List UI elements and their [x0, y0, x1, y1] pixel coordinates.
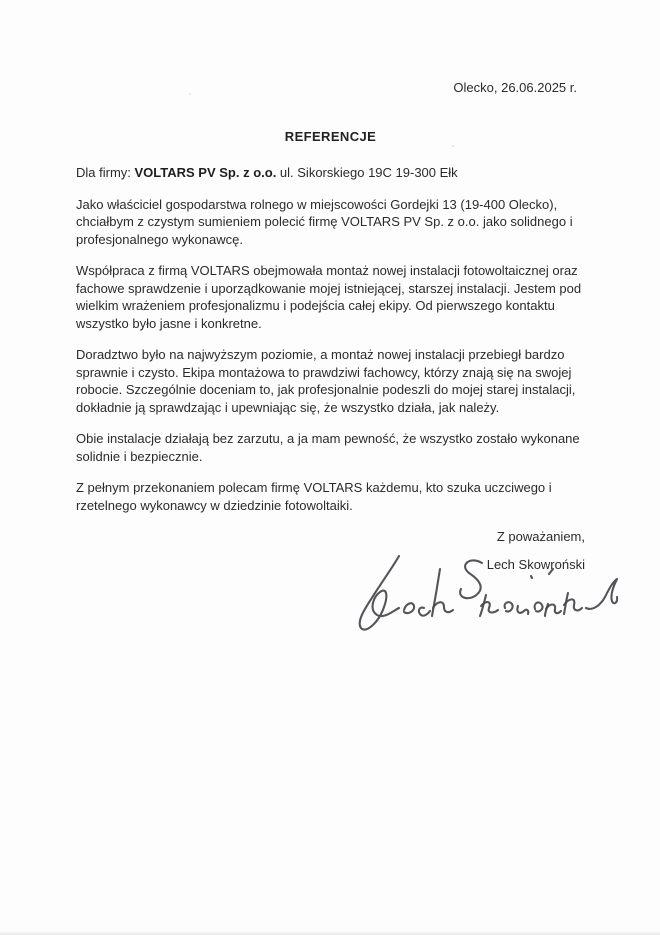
- recipient-prefix: Dla firmy:: [76, 165, 135, 180]
- scan-artifact-speck: [452, 145, 454, 147]
- recipient-company-name: VOLTARS PV Sp. z o.o.: [134, 165, 277, 180]
- recipient-address: ul. Sikorskiego 19C 19-300 Ełk: [276, 165, 458, 180]
- body-paragraph-1: Jako właściciel gospodarstwa rolnego w miejscowości Gordejki 13 (19-400 Olecko), chciałbym z czystym sumieniem polecić firmę VOLTARS PV Sp. z o.o. jako solidnego i profesjonalnego wykonawcę.: [76, 196, 573, 247]
- signatory-name: Lech Skowroński: [486, 556, 585, 572]
- date-line: Olecko, 26.06.2025 r.: [453, 80, 577, 95]
- letter-title: REFERENCJE: [284, 128, 377, 144]
- body-paragraph-5: Z pełnym przekonaniem polecam firmę VOLTARS każdemu, kto szuka uczciwego i rzetelnego wykonawcy w dziedzinie fotowoltaiki.: [76, 480, 552, 513]
- body-paragraph-4: Obie instalacje działają bez zarzutu, a ja mam pewność, że wszystko zostało wykonane solidnie i bezpiecznie.: [76, 431, 580, 464]
- body-paragraph-2: Współpraca z firmą VOLTARS obejmowała montaż nowej instalacji fotowoltaicznej oraz fachowe sprawdzenie i uporządkowanie mojej istniejącej, starszej instalacji. Jestem pod wielkim wrażeniem profesjonalizmu i podejścia całej ekipy. Od pierwszego kontaktu wszystko było jasne i konkretne.: [76, 263, 582, 331]
- scan-bottom-edge-shadow: [0, 931, 660, 935]
- recipient-line: [76, 164, 585, 182]
- closing-salutation: Z poważaniem,: [496, 529, 585, 544]
- body-paragraph-3: Doradztwo było na najwyższym poziomie, a montaż nowej instalacji przebiegł bardzo sprawnie i czysto. Ekipa montażowa to prawdziwi fachowcy, którzy znają się na swojej robocie. Szczególnie doceniam to, jak profesjonalnie podeszli do mojej starej instalacji, dokładnie ją sprawdzając i upewniając się, że wszystko działa, jak należy.: [76, 347, 576, 415]
- scan-artifact-speck: [189, 93, 191, 95]
